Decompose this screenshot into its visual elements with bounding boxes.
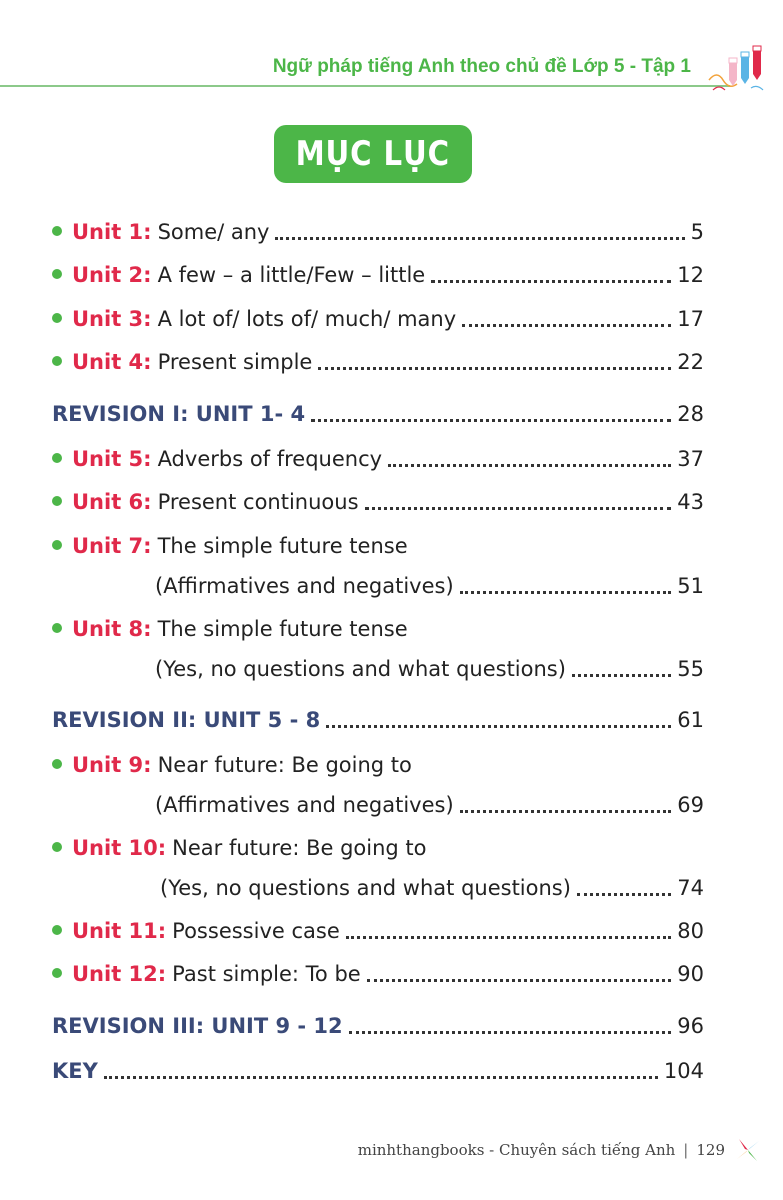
- bullet-icon: [52, 842, 62, 852]
- toc-title: MỤC LỤC: [295, 134, 451, 174]
- page-number: 43: [677, 490, 704, 514]
- toc-entry[interactable]: [52, 307, 704, 337]
- leader-dots: [572, 674, 671, 677]
- unit-subtopic: (Affirmatives and negatives): [155, 574, 454, 598]
- unit-topic: The simple future tense: [157, 617, 408, 641]
- toc-entry[interactable]: [52, 919, 704, 949]
- unit-label: Unit 10:: [72, 836, 167, 860]
- unit-topic: Present continuous: [157, 490, 359, 514]
- toc-entry[interactable]: [52, 962, 704, 992]
- page-number: 69: [677, 793, 704, 817]
- toc-entry[interactable]: [52, 220, 704, 250]
- bullet-icon: [52, 453, 62, 463]
- toc-entry-continuation[interactable]: [160, 876, 704, 906]
- revision-label: REVISION II: UNIT 5 - 8: [52, 708, 321, 732]
- toc-entry[interactable]: [52, 263, 704, 293]
- leader-dots: [275, 237, 684, 240]
- bullet-icon: [52, 356, 62, 366]
- publisher-logo-icon: [735, 1137, 761, 1163]
- toc-revision-entry[interactable]: [52, 402, 704, 432]
- bullet-icon: [52, 496, 62, 506]
- unit-topic: A few – a little/Few – little: [157, 263, 426, 287]
- leader-dots: [346, 936, 672, 939]
- bullet-icon: [52, 968, 62, 978]
- toc-entry[interactable]: [52, 350, 704, 380]
- page-number: 55: [677, 657, 704, 681]
- leader-dots: [462, 324, 671, 327]
- leader-dots: [104, 1076, 658, 1079]
- bullet-icon: [52, 269, 62, 279]
- bullet-icon: [52, 540, 62, 550]
- leader-dots: [431, 280, 671, 283]
- unit-label: Unit 3:: [72, 307, 152, 331]
- unit-label: Unit 4:: [72, 350, 152, 374]
- leader-dots: [577, 893, 671, 896]
- leader-dots: [326, 725, 671, 728]
- toc-revision-entry[interactable]: [52, 1059, 704, 1089]
- toc-entry[interactable]: [52, 534, 704, 564]
- unit-topic: Near future: Be going to: [172, 836, 427, 860]
- page-number: 51: [677, 574, 704, 598]
- page-number: 5: [690, 220, 704, 244]
- page-number: 96: [677, 1014, 704, 1038]
- bullet-icon: [52, 623, 62, 633]
- leader-dots: [365, 507, 672, 510]
- toc-entry[interactable]: [52, 836, 704, 866]
- unit-topic: Present simple: [157, 350, 313, 374]
- page-number: 80: [677, 919, 704, 943]
- leader-dots: [318, 367, 671, 370]
- page-number: 28: [677, 402, 704, 426]
- unit-label: Unit 2:: [72, 263, 152, 287]
- unit-label: Unit 12:: [72, 962, 167, 986]
- page-number: 17: [677, 307, 704, 331]
- toc-entry[interactable]: [52, 617, 704, 647]
- leader-dots: [311, 419, 671, 422]
- page-number: 74: [677, 876, 704, 900]
- unit-subtopic: (Yes, no questions and what questions): [155, 657, 566, 681]
- unit-topic: Near future: Be going to: [157, 753, 412, 777]
- unit-label: Unit 6:: [72, 490, 152, 514]
- page-number: 61: [677, 708, 704, 732]
- unit-subtopic: (Affirmatives and negatives): [155, 793, 454, 817]
- footer-separator: |: [683, 1141, 689, 1159]
- revision-label: REVISION III: UNIT 9 - 12: [52, 1014, 343, 1038]
- leader-dots: [367, 979, 672, 982]
- book-title: Ngữ pháp tiếng Anh theo chủ đề Lớp 5 - Tập 1: [272, 56, 691, 77]
- page-number: 90: [677, 962, 704, 986]
- toc-entry-continuation[interactable]: [155, 657, 704, 687]
- page-number: 12: [677, 263, 704, 287]
- footer-page-number: 129: [696, 1141, 725, 1159]
- bullet-icon: [52, 226, 62, 236]
- page-number: 22: [677, 350, 704, 374]
- unit-topic: A lot of/ lots of/ much/ many: [157, 307, 457, 331]
- revision-label: REVISION I: UNIT 1- 4: [52, 402, 306, 426]
- publisher-text: minhthangbooks - Chuyên sách tiếng Anh: [357, 1141, 676, 1159]
- leader-dots: [388, 464, 671, 467]
- unit-topic: Some/ any: [157, 220, 270, 244]
- unit-subtopic: (Yes, no questions and what questions): [160, 876, 571, 900]
- unit-topic: Possessive case: [172, 919, 340, 943]
- leader-dots: [349, 1031, 672, 1034]
- unit-topic: Past simple: To be: [172, 962, 361, 986]
- toc-entry[interactable]: [52, 447, 704, 477]
- bullet-icon: [52, 313, 62, 323]
- unit-label: Unit 5:: [72, 447, 152, 471]
- toc-revision-entry[interactable]: [52, 708, 704, 738]
- bullet-icon: [52, 925, 62, 935]
- toc-revision-entry[interactable]: [52, 1014, 704, 1044]
- toc-entry[interactable]: [52, 753, 704, 783]
- leader-dots: [460, 810, 672, 813]
- unit-label: Unit 7:: [72, 534, 152, 558]
- unit-label: Unit 9:: [72, 753, 152, 777]
- unit-label: Unit 11:: [72, 919, 167, 943]
- revision-label: KEY: [52, 1059, 98, 1083]
- toc-entry-continuation[interactable]: [155, 574, 704, 604]
- page-number: 37: [677, 447, 704, 471]
- unit-label: Unit 8:: [72, 617, 152, 641]
- toc-entry-continuation[interactable]: [155, 793, 704, 823]
- unit-topic: Adverbs of frequency: [157, 447, 383, 471]
- toc-entry[interactable]: [52, 490, 704, 520]
- leader-dots: [460, 591, 672, 594]
- page-footer: [358, 1136, 761, 1164]
- unit-label: Unit 1:: [72, 220, 152, 244]
- bullet-icon: [52, 759, 62, 769]
- page-number: 104: [663, 1059, 704, 1083]
- unit-topic: The simple future tense: [157, 534, 408, 558]
